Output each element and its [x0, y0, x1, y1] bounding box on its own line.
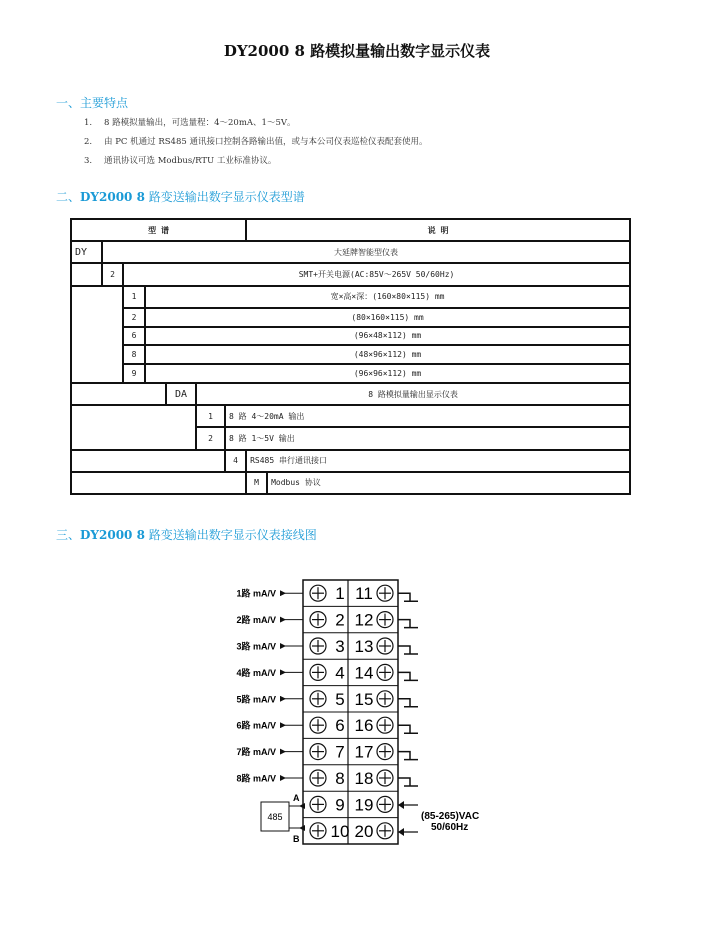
description-cell: Modbus 协议 — [267, 472, 630, 494]
terminal-number-right: 15 — [354, 689, 374, 709]
channel-label: 3路 mA/V — [236, 641, 276, 652]
channel-label: 6路 mA/V — [236, 720, 276, 731]
description-cell: (96×48×112) mm — [145, 327, 630, 346]
power-arrow-19 — [398, 801, 404, 809]
ground-icon — [398, 725, 418, 733]
code-cell: 9 — [123, 364, 145, 383]
code-cell: 1 — [196, 405, 225, 427]
power-label-frequency: 50/60Hz — [431, 822, 469, 833]
description-cell: (48×96×112) mm — [145, 345, 630, 364]
channel-label: 5路 mA/V — [236, 694, 276, 705]
terminal-number-left: 7 — [335, 742, 345, 762]
ground-icon — [398, 672, 418, 680]
power-arrow-20 — [398, 828, 404, 836]
code-cell: 2 — [196, 427, 225, 449]
terminal-number-right: 11 — [355, 584, 373, 604]
rs485-b-label: B — [293, 834, 300, 844]
ground-icon — [398, 593, 418, 601]
feature-text: 由 PC 机通过 RS485 通讯接口控制各路输出值，或与本公司仪表巡检仪表配套使用。 — [104, 137, 428, 147]
ground-icon — [398, 778, 418, 786]
terminal-number-left: 3 — [335, 637, 345, 656]
feature-text: 8 路模拟量输出，可选量程：4～20mA、1～5V。 — [104, 118, 296, 128]
description-cell: SMT+开关电源(AC:85V～265V 50/60Hz) — [123, 263, 630, 285]
channel-label: 2路 mA/V — [236, 615, 276, 626]
channel-label: 7路 mA/V — [236, 747, 276, 758]
terminal-number-left: 4 — [335, 663, 345, 683]
terminal-number-right: 17 — [354, 742, 374, 762]
terminal-number-left: 5 — [335, 689, 345, 709]
ground-icon — [398, 646, 418, 654]
ground-icon — [398, 752, 418, 760]
rs485-label: 485 — [267, 812, 283, 822]
description-cell: 大延牌智能型仪表 — [102, 241, 630, 263]
header-description: 说 明 — [246, 219, 630, 241]
terminal-number-right: 16 — [354, 716, 374, 736]
heading-prefix: 二、 — [56, 190, 81, 204]
description-cell: 8 路 1～5V 输出 — [225, 427, 630, 449]
ground-icon — [398, 699, 418, 707]
code-cell: DA — [166, 383, 196, 405]
code-cell: 4 — [225, 450, 246, 472]
power-label-voltage: (85-265)VAC — [421, 811, 480, 822]
terminal-number-left: 1 — [335, 584, 345, 604]
code-cell: 2 — [123, 308, 145, 327]
terminal-number-left: 2 — [335, 610, 345, 630]
code-cell: 8 — [123, 345, 145, 364]
channel-label: 1路 mA/V — [236, 588, 276, 599]
heading-text: 路变送输出数字显示仪表接线图 — [144, 528, 317, 542]
code-cell: 1 — [123, 286, 145, 308]
terminal-number-right: 20 — [354, 821, 374, 841]
terminal-number-right: 13 — [354, 637, 374, 656]
heading-prefix: 三、 — [56, 528, 81, 542]
code-cell: 2 — [102, 263, 123, 285]
terminal-number-left: 6 — [335, 716, 345, 736]
description-cell: (80×160×115) mm — [145, 308, 630, 327]
channel-label: 4路 mA/V — [236, 667, 276, 678]
heading-model: DY2000 8 — [80, 190, 145, 204]
page-title: DY2000 8 路模拟量输出数字显示仪表 — [223, 42, 491, 60]
rs485-a-label: A — [293, 793, 300, 803]
ground-icon — [398, 620, 418, 628]
terminal-number-right: 18 — [354, 769, 374, 788]
terminal-number-left: 9 — [335, 795, 345, 815]
code-cell: M — [246, 472, 267, 494]
code-cell: 6 — [123, 327, 145, 346]
terminal-number-left: 8 — [335, 769, 345, 788]
feature-number: 3. — [84, 156, 93, 166]
heading-model: DY2000 8 — [80, 528, 145, 542]
heading-text: 路变送输出数字显示仪表型谱 — [144, 190, 305, 204]
terminal-number-right: 14 — [354, 663, 374, 683]
terminal-number-left: 10 — [330, 821, 350, 841]
code-cell: DY — [71, 241, 102, 263]
feature-text: 通讯协议可选 Modbus/RTU 工业标准协议。 — [104, 156, 277, 166]
terminal-number-right: 12 — [354, 610, 374, 630]
description-cell: 宽×高×深：(160×80×115) mm — [145, 286, 630, 308]
header-model: 型 谱 — [71, 219, 246, 241]
section-heading-features: 一、主要特点 — [56, 96, 129, 110]
description-cell: 8 路模拟量输出显示仪表 — [196, 383, 630, 405]
description-cell: (96×96×112) mm — [145, 364, 630, 383]
feature-number: 2. — [84, 137, 93, 147]
description-cell: 8 路 4～20mA 输出 — [225, 405, 630, 427]
feature-number: 1. — [84, 118, 93, 128]
description-cell: RS485 串行通讯接口 — [246, 450, 630, 472]
terminal-number-right: 19 — [354, 795, 374, 815]
channel-label: 8路 mA/V — [236, 773, 276, 784]
